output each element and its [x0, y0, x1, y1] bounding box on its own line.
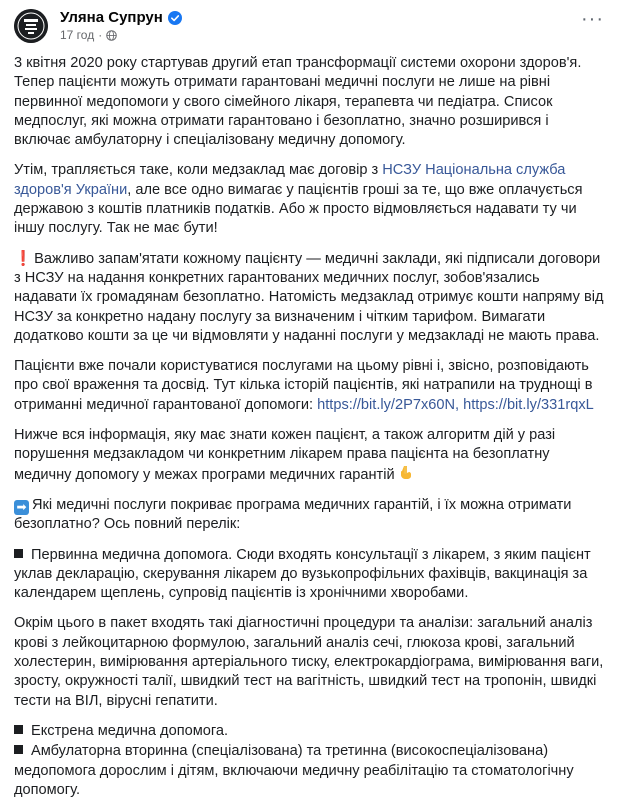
more-options-icon[interactable]: ···: [581, 8, 604, 30]
list-item-primary: [14, 546, 606, 604]
author-row: [60, 9, 182, 26]
story-link-1[interactable]: https://bit.ly/2P7x60N: [317, 396, 456, 413]
author-name[interactable]: Уляна Супрун: [60, 9, 163, 27]
list-item-emergency: [14, 722, 606, 741]
story-link-separator: ,: [455, 396, 464, 413]
paragraph-intro: 3 квітня 2020 року стартував другий етап трансформації системи охорони здоров'я. Тепер пацієнти можуть отримати гарантовані медичні послуги не лише на рівні первинної медопомоги у свого сімейного лікаря, терапевта чи педіатра. Список медпослуг, які можна отримати гарантовано і безоплатно, значно розширився і включає амбулаторну і спеціалізовану медичну допомогу.: [14, 55, 582, 149]
paragraph-important: [14, 250, 606, 346]
paragraph-important-text: Важливо запам'ятати кожному пацієнту — медичні заклади, які підписали договори з НСЗУ на надання конкретних гарантованих медичних послуг, зобов'язались надавати їх громадянам безоплатно. Натомість медзаклад отримує кошти напряму від НСЗУ за конкретно надану послугу за визначеним і чітким тарифом. Вимагати додатково кошти за це чи відмовляти у наданні послуги у медзакладі не мають права.: [14, 250, 604, 344]
list-item-emergency-text: Екстрена медична допомога.: [31, 722, 229, 739]
paragraph-diagnostics: Окрім цього в пакет входять такі діагностичні процедури та аналізи: загальний аналіз крові з лейкоцитарною формулою, загальний аналіз сечі, глюкоза крові, загальний холестерин, вимірювання артеріального тиску, електрокардіограма, вимірювання ваги, зросту, окружності талії, швидкий тест на вагітність, швидкий тест на тропонін, швидкі тести на ВІЛ, вірусні гепатити.: [14, 615, 604, 709]
paragraph-stories-text: Пацієнти вже почали користуватися послугами на цьому рівні і, звісно, розповідають про свої враження та досвід. Тут кілька історій пацієнтів, які натрапили на труднощі в отриманні медичної гарантованої допомоги:: [14, 358, 593, 413]
arrow-right-icon: ➡: [14, 500, 29, 515]
list-item-primary-text: Первинна медична допомога. Сюди входять консультації з лікарем, з яким пацієнт уклав декларацію, скерування лікарем до вузькопрофільних фахівців, вакцинація за календарем щеплень, супровід пацієнтів із хронічними хворобами.: [14, 546, 591, 602]
post-timestamp[interactable]: 17 год: [60, 27, 95, 42]
square-bullet-icon: [14, 725, 23, 734]
post-header: [14, 4, 606, 48]
verified-badge-icon: [168, 11, 182, 25]
paragraph-info: [14, 426, 606, 485]
square-bullet-icon: [14, 549, 23, 558]
globe-icon: [106, 30, 117, 41]
avatar-logo-icon: [14, 9, 48, 43]
paragraph-question: [14, 496, 606, 535]
paragraph-nszu-text-2: , але все одно вимагає у пацієнтів гроші за те, що вже оплачується державою з коштів платників податків. Або ж просто відмовляється надавати ту чи іншу послугу. Так не має бути!: [14, 181, 583, 237]
avatar[interactable]: [14, 9, 48, 43]
list-item-outpatient-text: Амбулаторна вторинна (спеціалізована) та третинна (високоспеціалізована) медопомога дорослим і дітям, включаючи медичну реабілітацію та стоматологічну допомогу.: [14, 743, 574, 798]
nszu-page-link[interactable]: НСЗУ Національна служба здоров'я України: [14, 162, 566, 198]
post-time-row: [60, 29, 182, 43]
separator-dot: ·: [98, 27, 103, 42]
post-body: [14, 54, 606, 800]
pointing-down-icon: [399, 465, 413, 480]
paragraph-question-text: Які медичні послуги покриває програма медичних гарантій, і їх можна отримати безоплатно? Ось повний перелік:: [14, 496, 572, 533]
square-bullet-icon: [14, 745, 23, 754]
list-item-outpatient: [14, 742, 606, 800]
paragraph-nszu-text-1: Утім, трапляється таке, коли медзаклад має договір з: [14, 162, 383, 179]
paragraph-stories: [14, 357, 606, 415]
story-link-2[interactable]: https://bit.ly/331rqxL: [463, 396, 594, 413]
paragraph-info-text: Нижче вся інформація, яку має знати кожен пацієнт, а також алгоритм дій у разі порушення медзакладом чи конкретним лікарем права пацієнта на безоплатну медичну допомогу у межах програми медичних гарантій: [14, 427, 556, 483]
paragraph-nszu: [14, 161, 606, 238]
post-meta: [60, 9, 182, 42]
exclamation-icon: ❗: [14, 250, 33, 267]
